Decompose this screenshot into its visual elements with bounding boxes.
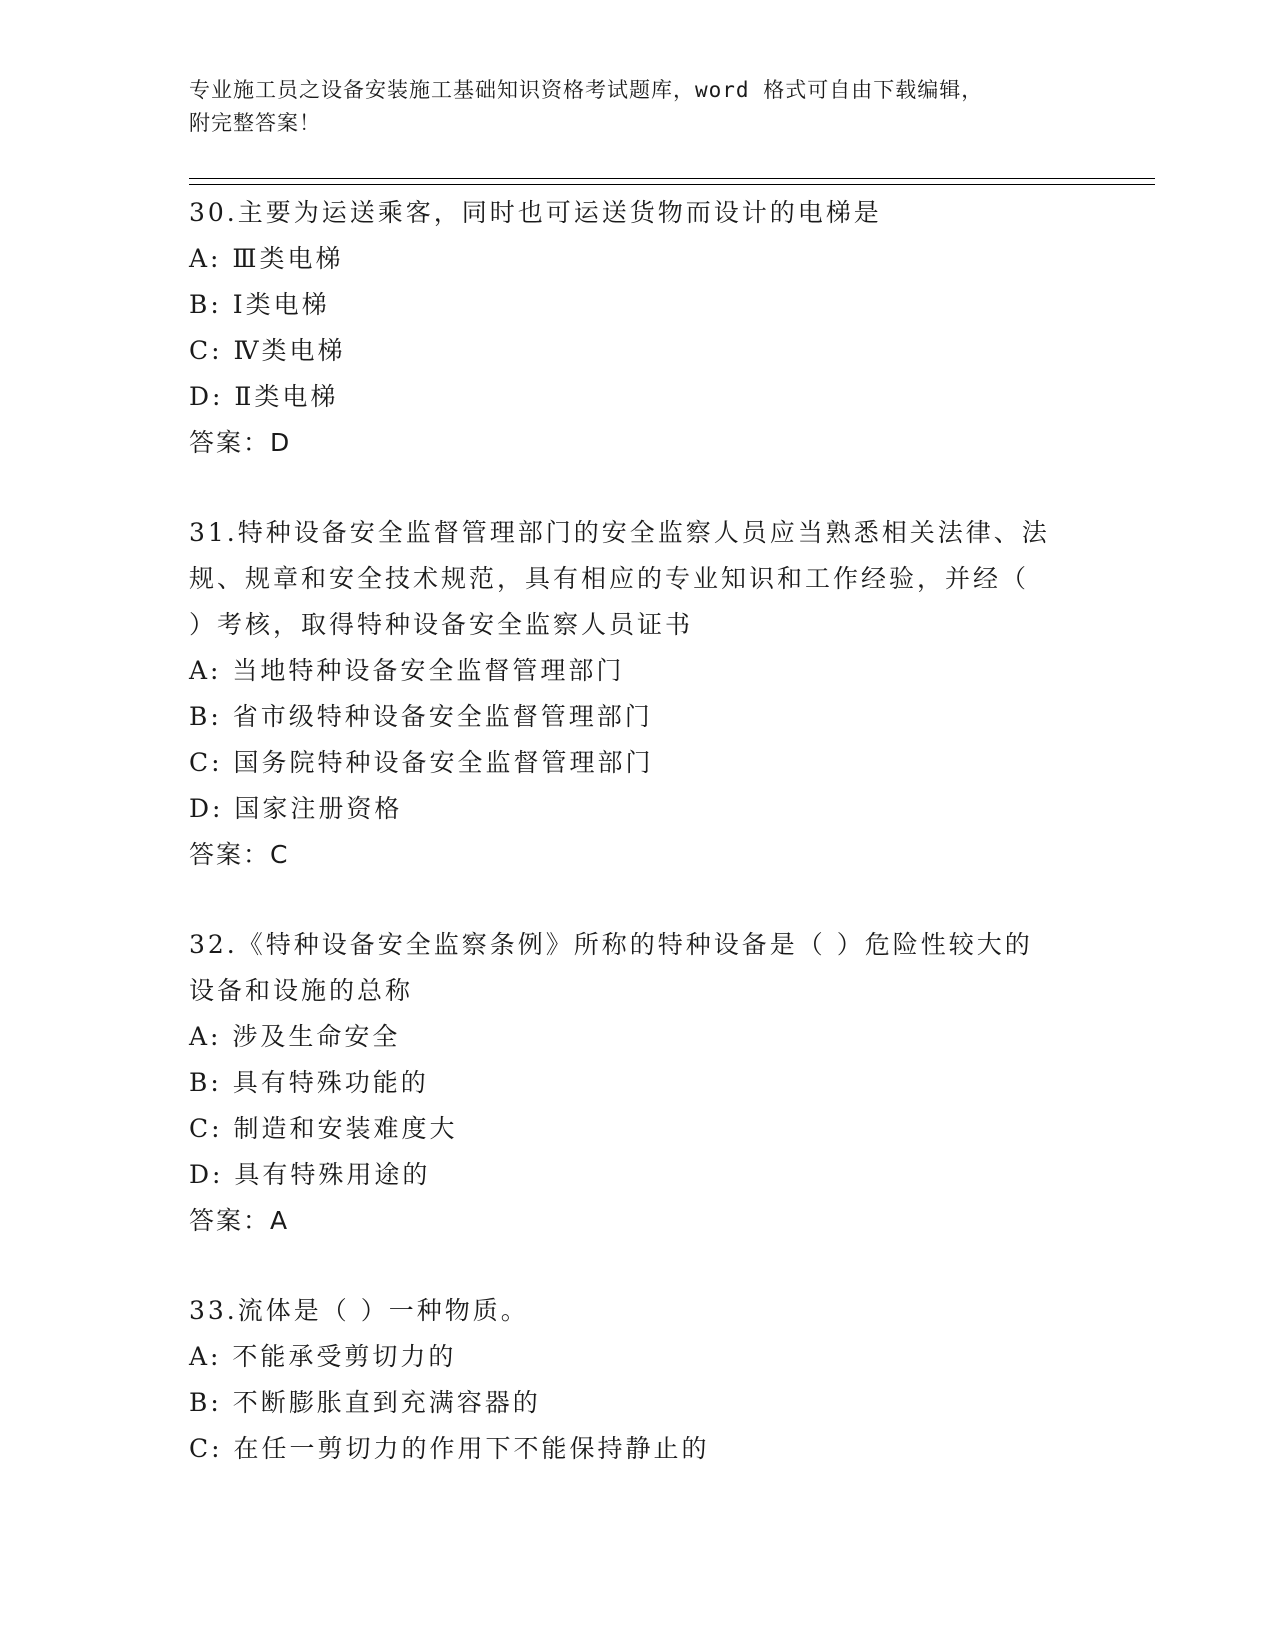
option-b: B: 具有特殊功能的: [189, 1068, 429, 1097]
option-d: D: 国家注册资格: [189, 794, 403, 823]
option-a: A: Ⅲ类电梯: [189, 244, 344, 273]
option-b: B: 省市级特种设备安全监督管理部门: [189, 702, 653, 731]
option-a: A: 不能承受剪切力的: [189, 1342, 457, 1371]
option-c: C: 在任一剪切力的作用下不能保持静止的: [189, 1434, 710, 1463]
question-stem: 32.《特种设备安全监察条例》所称的特种设备是（ ）危险性较大的 设备和设施的总称: [189, 930, 1033, 1005]
option-c: C: 国务院特种设备安全监督管理部门: [189, 748, 654, 777]
option-b: B: 不断膨胀直到充满容器的: [189, 1388, 541, 1417]
header-line-2: 附完整答案！: [189, 111, 321, 135]
question-30: [189, 190, 1109, 466]
option-d: D: Ⅱ类电梯: [189, 382, 339, 411]
option-c: C: Ⅳ类电梯: [189, 336, 346, 365]
question-33: [189, 1288, 1109, 1472]
document-header: [189, 74, 1089, 140]
option-a: A: 当地特种设备安全监督管理部门: [189, 656, 625, 685]
option-a: A: 涉及生命安全: [189, 1022, 401, 1051]
option-d: D: 具有特殊用途的: [189, 1160, 431, 1189]
answer-label: 答案：C: [189, 840, 290, 869]
header-divider-top: [189, 178, 1155, 179]
header-line-1: 专业施工员之设备安装施工基础知识资格考试题库，word 格式可自由下载编辑，: [189, 78, 984, 102]
header-divider-bottom: [189, 184, 1155, 185]
question-32: [189, 922, 1109, 1244]
question-stem: 30.主要为运送乘客，同时也可运送货物而设计的电梯是: [189, 198, 882, 227]
option-c: C: 制造和安装难度大: [189, 1114, 458, 1143]
answer-label: 答案：A: [189, 1206, 290, 1235]
answer-label: 答案：D: [189, 428, 292, 457]
question-list: [189, 190, 1109, 1516]
question-31: [189, 510, 1109, 878]
option-b: B: Ⅰ类电梯: [189, 290, 330, 319]
question-stem: 31.特种设备安全监督管理部门的安全监察人员应当熟悉相关法律、法 规、规章和安全技术规范，具有相应的专业知识和工作经验，并经（ ）考核，取得特种设备安全监察人员证书: [189, 518, 1050, 639]
question-stem: 33.流体是（ ）一种物质。: [189, 1296, 529, 1325]
